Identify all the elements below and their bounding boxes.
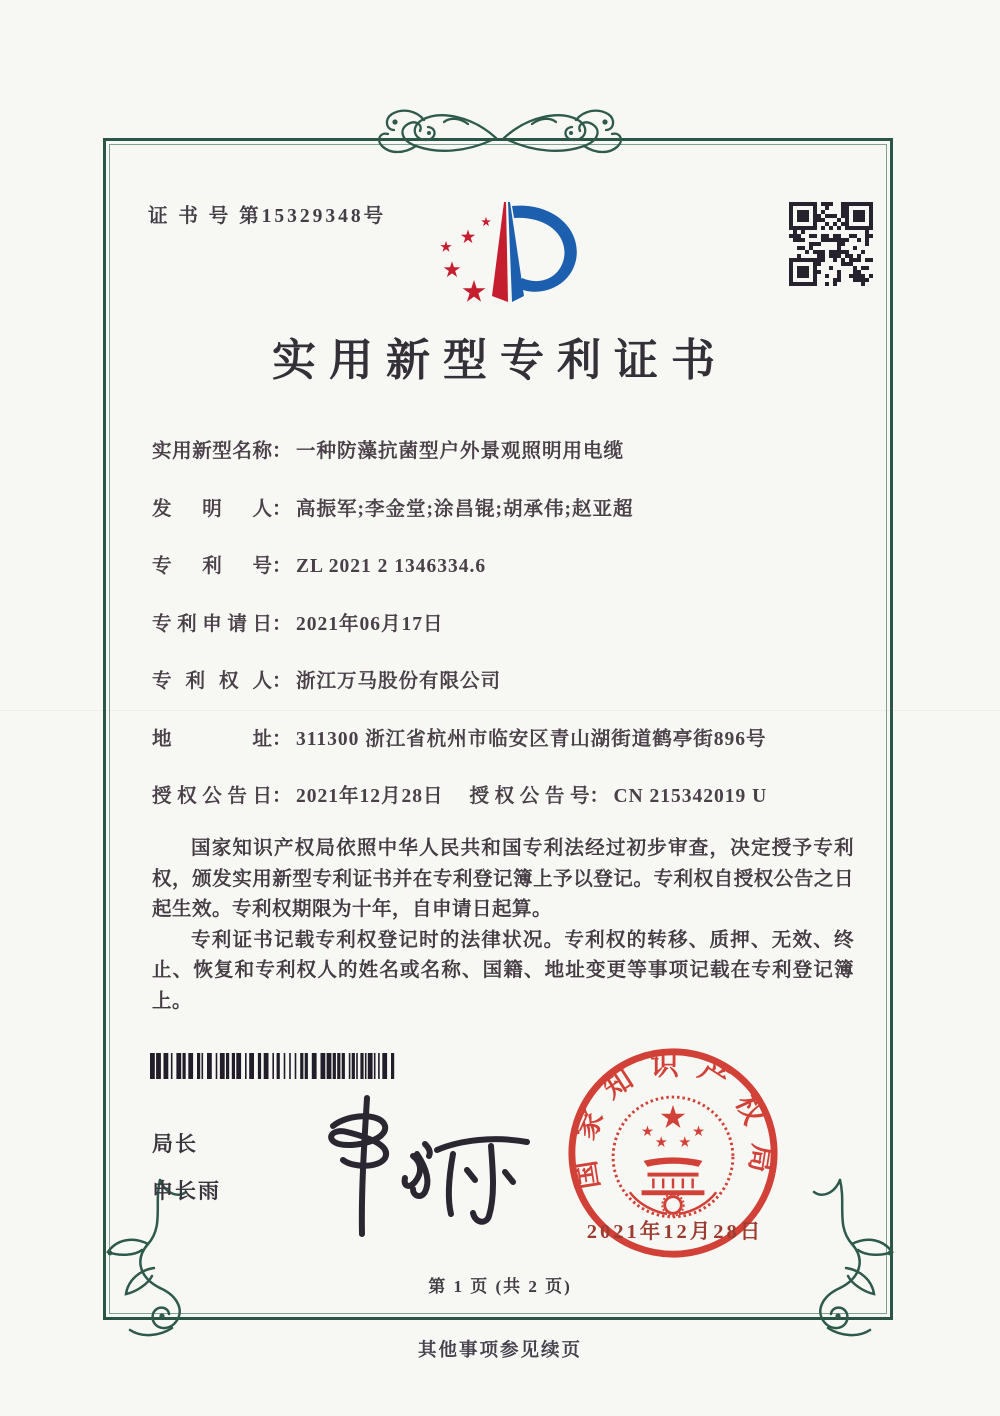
signer-name: 申长雨 bbox=[152, 1180, 221, 1203]
field-value: 311300 浙江省杭州市临安区青山湖街道鹤亭街896号 bbox=[296, 728, 767, 750]
field-label: 地址 bbox=[152, 728, 272, 750]
field-row-patent-number bbox=[152, 553, 864, 580]
field-row-patentee bbox=[152, 668, 864, 695]
field-colon: ： bbox=[272, 441, 292, 462]
field-row-address bbox=[152, 726, 864, 753]
field-colon: ： bbox=[272, 556, 292, 577]
barcode-icon bbox=[150, 1053, 396, 1079]
field-label: 专利号 bbox=[152, 556, 272, 577]
grant-number-label: 授权公告号 bbox=[469, 786, 590, 807]
field-colon: ： bbox=[272, 671, 292, 692]
field-label: 专利申请日 bbox=[152, 613, 272, 635]
field-value: 高振军;李金堂;涂昌锟;胡承伟;赵亚超 bbox=[296, 498, 634, 520]
grant-date-label: 授权公告日 bbox=[152, 786, 272, 807]
field-row-name bbox=[152, 438, 864, 465]
legal-text-block bbox=[152, 834, 854, 1017]
signer-block bbox=[152, 1128, 221, 1222]
grant-number-value: CN 215342019 U bbox=[613, 786, 768, 807]
field-colon: ： bbox=[272, 498, 292, 520]
national-emblem-icon bbox=[613, 1097, 733, 1217]
field-label: 发明人 bbox=[152, 498, 272, 520]
legal-paragraph-2: 专利证书记载专利权登记时的法律状况。专利权的转移、质押、无效、终止、恢复和专利权人的姓名或名称、国籍、地址变更等事项记载在专利登记簿上。 bbox=[152, 929, 854, 1012]
legal-paragraph-1: 国家知识产权局依照中华人民共和国专利法经过初步审查，决定授予专利权，颁发实用新型专利证书并在专利登记簿上予以登记。专利权自授权公告之日起生效。专利权期限为十年，自申请日起算。 bbox=[152, 838, 854, 920]
field-label: 实用新型名称 bbox=[152, 441, 272, 462]
seal-date: 2021年12月28日 bbox=[586, 1221, 764, 1243]
field-value: 浙江万马股份有限公司 bbox=[296, 671, 502, 692]
field-value: 2021年06月17日 bbox=[296, 613, 444, 635]
page-number: 第 1 页 (共 2 页) bbox=[428, 1277, 572, 1296]
field-colon: ： bbox=[272, 786, 292, 807]
certificate-number: 证 书 号 第15329348号 bbox=[148, 206, 387, 227]
field-list bbox=[152, 438, 864, 841]
field-row-grant bbox=[152, 783, 864, 810]
field-label: 专利权人 bbox=[152, 671, 272, 692]
continuation-note: 其他事项参见续页 bbox=[417, 1341, 582, 1361]
field-row-filing-date bbox=[152, 611, 864, 638]
field-colon: ： bbox=[272, 728, 292, 750]
field-row-inventors bbox=[152, 496, 864, 523]
field-colon: ： bbox=[272, 613, 292, 635]
field-colon: ： bbox=[589, 786, 610, 807]
signer-title: 局长 bbox=[152, 1133, 198, 1156]
certificate-title: 实用新型专利证书 bbox=[272, 336, 728, 385]
field-value: ZL 2021 2 1346334.6 bbox=[296, 556, 487, 577]
cnipa-logo-icon bbox=[416, 192, 588, 320]
seal-agency-text: 国家知识产权局 bbox=[568, 1050, 778, 1192]
qr-code-icon bbox=[789, 202, 873, 286]
field-value: 一种防藻抗菌型户外景观照明用电缆 bbox=[296, 441, 625, 462]
grant-date-value: 2021年12月28日 bbox=[296, 786, 444, 807]
handwritten-signature bbox=[295, 1092, 535, 1237]
